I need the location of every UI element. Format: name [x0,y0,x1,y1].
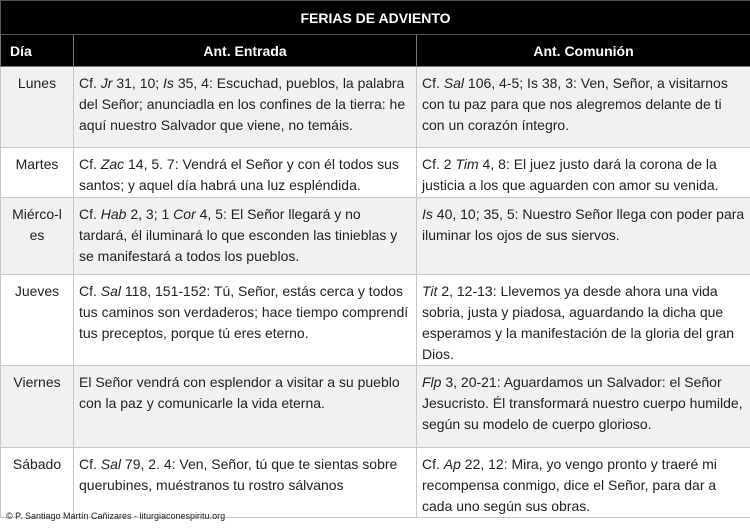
text-segment: 4, 8: El juez justo dará la corona de la justicia a los que aguarden con amor su venida. [422,156,719,193]
book-abbrev: Flp [422,374,442,390]
text-segment: Cf. 2 [422,156,456,172]
book-abbrev: Ap [443,456,461,472]
entrada-cell [74,198,417,275]
text-segment: El Señor vendrá con esplendor a visitar a su pueblo con la paz y comunicarle la vida eterna. [79,374,400,411]
text-segment: Cf. [79,206,101,222]
entrada-cell [74,366,417,448]
text-segment: Cf. [422,456,444,472]
book-abbrev: Is [163,75,174,91]
copyright-note: © P. Santiago Martín Cañizares - liturgiaconespiritu.org [6,511,226,521]
text-segment: 79, 2. 4: Ven, Señor, tú que te sientas sobre querubines, muéstranos tu rostro sálvanos [79,456,398,493]
entrada-cell [74,67,417,148]
book-abbrev: Jr [100,75,113,91]
table-row [1,148,750,198]
comunion-cell [417,198,750,275]
day-cell: Jueves [1,275,74,366]
book-abbrev: Hab [100,206,127,222]
text-segment: Cf. [79,156,101,172]
table-row [1,366,750,448]
text-segment: Cf. [79,283,101,299]
day-cell: Miérco-les [1,198,74,275]
text-segment: 35, 4: Escuchad, pueblos, la palabra del Señor; anunciadla en los confines de la tierra: he aquí nuestro Salvador que viene, no temáis. [79,75,406,133]
book-abbrev: Sal [100,456,122,472]
entrada-cell [74,448,417,518]
comunion-cell [417,275,750,366]
table-row [1,67,750,148]
table-row [1,198,750,275]
book-abbrev: Is [422,206,433,222]
book-abbrev: Zac [100,156,125,172]
day-cell: Lunes [1,67,74,148]
text-segment: Cf. [79,75,101,91]
text-segment: Cf. [422,75,444,91]
day-cell: Viernes [1,366,74,448]
book-abbrev: Sal [100,283,122,299]
entrada-cell [74,275,417,366]
day-cell: Sábado [1,448,74,518]
comunion-cell [417,67,750,148]
text-segment: 40, 10; 35, 5: Nuestro Señor llega con poder para iluminar los ojos de sus siervos. [422,206,745,243]
book-abbrev: Cor [173,206,196,222]
book-abbrev: Tit [422,283,438,299]
comunion-cell [417,448,750,518]
text-segment: 14, 5. 7: Vendrá el Señor y con él todos sus santos; y aquel día habrá una luz espléndida. [79,156,399,193]
comunion-cell [417,366,750,448]
header-entrada: Ant. Entrada [74,35,417,67]
entrada-cell [74,148,417,198]
text-segment: 4, 5: El Señor llegará y no tardará, él iluminará lo que esconden las tinieblas y se manifestará a todos los pueblos. [79,206,398,264]
text-segment: 2, 12-13: Llevemos ya desde ahora una vida sobria, justa y piadosa, aguardando la dicha que esperamos y la manifestación de la gloria del gran Dios. [422,283,735,362]
comunion-cell [417,148,750,198]
header-day: Día [1,35,74,67]
day-cell: Martes [1,148,74,198]
table-row [1,448,750,518]
text-segment: 106, 4-5; Is 38, 3: Ven, Señor, a visitarnos con tu paz para que nos alegremos delante de ti con un corazón íntegro. [422,75,728,133]
table-title: FERIAS DE ADVIENTO [1,1,750,35]
text-segment: Cf. [79,456,101,472]
text-segment: 118, 151-152: Tú, Señor, estás cerca y todos tus caminos son verdaderos; hace tiempo comprendí tus preceptos, porque tú eres eterno. [79,283,409,341]
text-segment: 2, 3; 1 [126,206,174,222]
book-abbrev: Sal [443,75,465,91]
text-segment: 3, 20-21: Aguardamos un Salvador: el Señor Jesucristo. Él transformará nuestro cuerpo humilde, según su modelo de cuerpo glorioso. [422,374,743,432]
table-row [1,275,750,366]
text-segment: 22, 12: Mira, yo vengo pronto y traeré mi recompensa conmigo, dice el Señor, para dar a cada uno según sus obras. [422,456,717,514]
text-segment: 31, 10; [112,75,164,91]
book-abbrev: Tim [455,156,479,172]
header-comunion: Ant. Comunión [417,35,750,67]
